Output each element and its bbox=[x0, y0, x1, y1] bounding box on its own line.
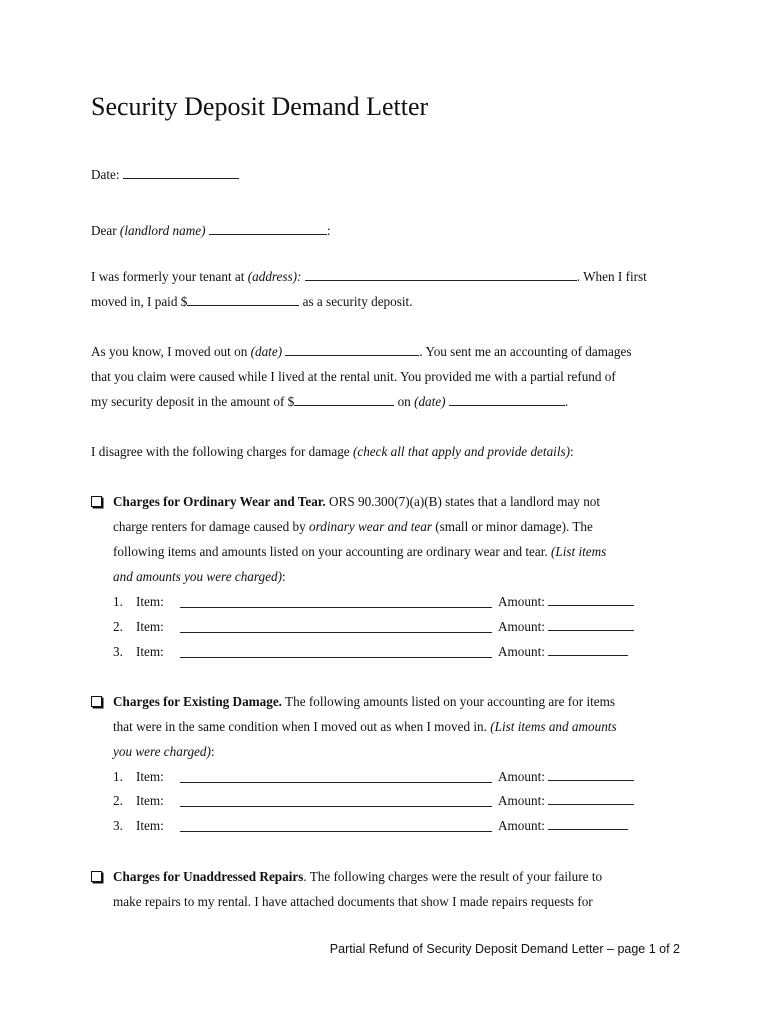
paragraph-2-line-2: that you claim were caused while I lived at the rental unit. You provided me with a partial refund of bbox=[91, 369, 616, 384]
text-segment: As you know, I moved out on bbox=[91, 344, 248, 359]
amount-field[interactable] bbox=[548, 644, 628, 656]
item-label: Item: bbox=[136, 818, 164, 833]
address-placeholder: (address): bbox=[247, 269, 302, 284]
text-segment: ORS 90.300(7)(a)(B) states that a landlord may not bbox=[325, 494, 601, 509]
wear-and-tear-checkbox[interactable] bbox=[91, 496, 102, 507]
move-out-date-field[interactable] bbox=[285, 344, 419, 356]
item-field[interactable] bbox=[180, 820, 492, 832]
text-segment: (small or minor damage). The bbox=[435, 519, 593, 534]
text-segment: as a security deposit. bbox=[302, 294, 413, 309]
unaddressed-repairs-checkbox[interactable] bbox=[91, 871, 102, 882]
amount-label: Amount: bbox=[498, 594, 545, 609]
instruction-text: (List items and amounts bbox=[490, 719, 617, 734]
amount-row bbox=[498, 769, 634, 785]
item-field[interactable] bbox=[180, 621, 492, 633]
text-segment: following items and amounts listed on your accounting are ordinary wear and tear. bbox=[113, 544, 548, 559]
item-label: Item: bbox=[136, 619, 164, 634]
text-segment: : bbox=[570, 444, 574, 459]
text-segment: The following amounts listed on your accounting are for items bbox=[281, 694, 616, 709]
paragraph-1-line-2 bbox=[91, 294, 413, 310]
item-label: Item: bbox=[136, 594, 164, 609]
item-number: 1. bbox=[113, 769, 123, 784]
section-3-line-1 bbox=[113, 869, 602, 885]
text-segment: my security deposit in the amount of $ bbox=[91, 394, 295, 409]
section-2-heading: Charges for Existing Damage. bbox=[113, 694, 282, 709]
item-label: Item: bbox=[136, 769, 164, 784]
refund-amount-field[interactable] bbox=[294, 394, 394, 406]
item-number: 3. bbox=[113, 818, 123, 833]
section-1-line-3 bbox=[113, 544, 606, 560]
text-segment: I was formerly your tenant at bbox=[91, 269, 245, 284]
text-segment: on bbox=[397, 394, 411, 409]
date-placeholder: (date) bbox=[414, 394, 446, 409]
landlord-name-field[interactable] bbox=[209, 223, 327, 235]
amount-field[interactable] bbox=[548, 594, 634, 606]
emphasis-text: ordinary wear and tear bbox=[309, 519, 432, 534]
item-field[interactable] bbox=[180, 795, 492, 807]
date-line bbox=[91, 167, 239, 183]
refund-date-field[interactable] bbox=[449, 394, 565, 406]
item-label: Item: bbox=[136, 644, 164, 659]
salutation-prefix: Dear bbox=[91, 223, 117, 238]
paragraph-3 bbox=[91, 444, 574, 460]
item-number: 3. bbox=[113, 644, 123, 659]
paragraph-2-line-3 bbox=[91, 394, 568, 410]
paragraph-1-line-1 bbox=[91, 269, 647, 285]
existing-damage-checkbox[interactable] bbox=[91, 696, 102, 707]
amount-label: Amount: bbox=[498, 793, 545, 808]
section-1-heading: Charges for Ordinary Wear and Tear. bbox=[113, 494, 326, 509]
instruction-text: you were charged) bbox=[113, 744, 211, 759]
deposit-amount-field[interactable] bbox=[187, 294, 299, 306]
salutation-line bbox=[91, 223, 330, 239]
amount-label: Amount: bbox=[498, 644, 545, 659]
text-segment: moved in, I paid $ bbox=[91, 294, 188, 309]
date-field[interactable] bbox=[123, 167, 239, 179]
instruction-text: (check all that apply and provide details) bbox=[352, 444, 571, 459]
text-segment: . bbox=[564, 394, 569, 409]
amount-label: Amount: bbox=[498, 769, 545, 784]
salutation-suffix: : bbox=[326, 223, 331, 238]
landlord-name-placeholder: (landlord name) bbox=[119, 223, 206, 238]
section-2-line-2 bbox=[113, 719, 617, 735]
page-footer: Partial Refund of Security Deposit Demand Letter – page 1 of 2 bbox=[329, 942, 680, 956]
item-field[interactable] bbox=[180, 596, 492, 608]
text-segment: that were in the same condition when I moved out as when I moved in. bbox=[113, 719, 487, 734]
date-label: Date: bbox=[91, 167, 120, 182]
section-1-line-1 bbox=[113, 494, 600, 510]
item-label: Item: bbox=[136, 793, 164, 808]
section-1-line-2 bbox=[113, 519, 593, 535]
instruction-text: (List items bbox=[551, 544, 607, 559]
amount-row bbox=[498, 793, 634, 809]
text-segment: . When I first bbox=[576, 269, 647, 284]
amount-row bbox=[498, 619, 634, 635]
amount-label: Amount: bbox=[498, 818, 545, 833]
address-field[interactable] bbox=[305, 269, 577, 281]
instruction-text: and amounts you were charged) bbox=[113, 569, 282, 584]
section-2-line-3 bbox=[113, 744, 215, 760]
paragraph-2-line-1 bbox=[91, 344, 631, 360]
section-3-heading: Charges for Unaddressed Repairs bbox=[113, 869, 304, 884]
section-3-line-2: make repairs to my rental. I have attached documents that show I made repairs requests for bbox=[113, 894, 593, 909]
text-segment: charge renters for damage caused by bbox=[113, 519, 306, 534]
text-segment: : bbox=[281, 569, 286, 584]
text-segment: I disagree with the following charges for damage bbox=[91, 444, 350, 459]
amount-field[interactable] bbox=[548, 619, 634, 631]
item-number: 2. bbox=[113, 619, 123, 634]
item-number: 1. bbox=[113, 594, 123, 609]
item-field[interactable] bbox=[180, 771, 492, 783]
text-segment: . You sent me an accounting of damages bbox=[419, 344, 632, 359]
amount-row bbox=[498, 818, 628, 834]
date-placeholder: (date) bbox=[250, 344, 283, 359]
text-segment: . The following charges were the result of your failure to bbox=[303, 869, 603, 884]
amount-field[interactable] bbox=[548, 793, 634, 805]
page-title: Security Deposit Demand Letter bbox=[91, 92, 429, 121]
item-number: 2. bbox=[113, 793, 123, 808]
amount-row bbox=[498, 644, 628, 660]
amount-field[interactable] bbox=[548, 769, 634, 781]
text-segment: : bbox=[210, 744, 215, 759]
amount-field[interactable] bbox=[548, 818, 628, 830]
section-2-line-1 bbox=[113, 694, 615, 710]
section-1-line-4 bbox=[113, 569, 286, 585]
item-field[interactable] bbox=[180, 646, 492, 658]
amount-label: Amount: bbox=[498, 619, 545, 634]
amount-row bbox=[498, 594, 634, 610]
